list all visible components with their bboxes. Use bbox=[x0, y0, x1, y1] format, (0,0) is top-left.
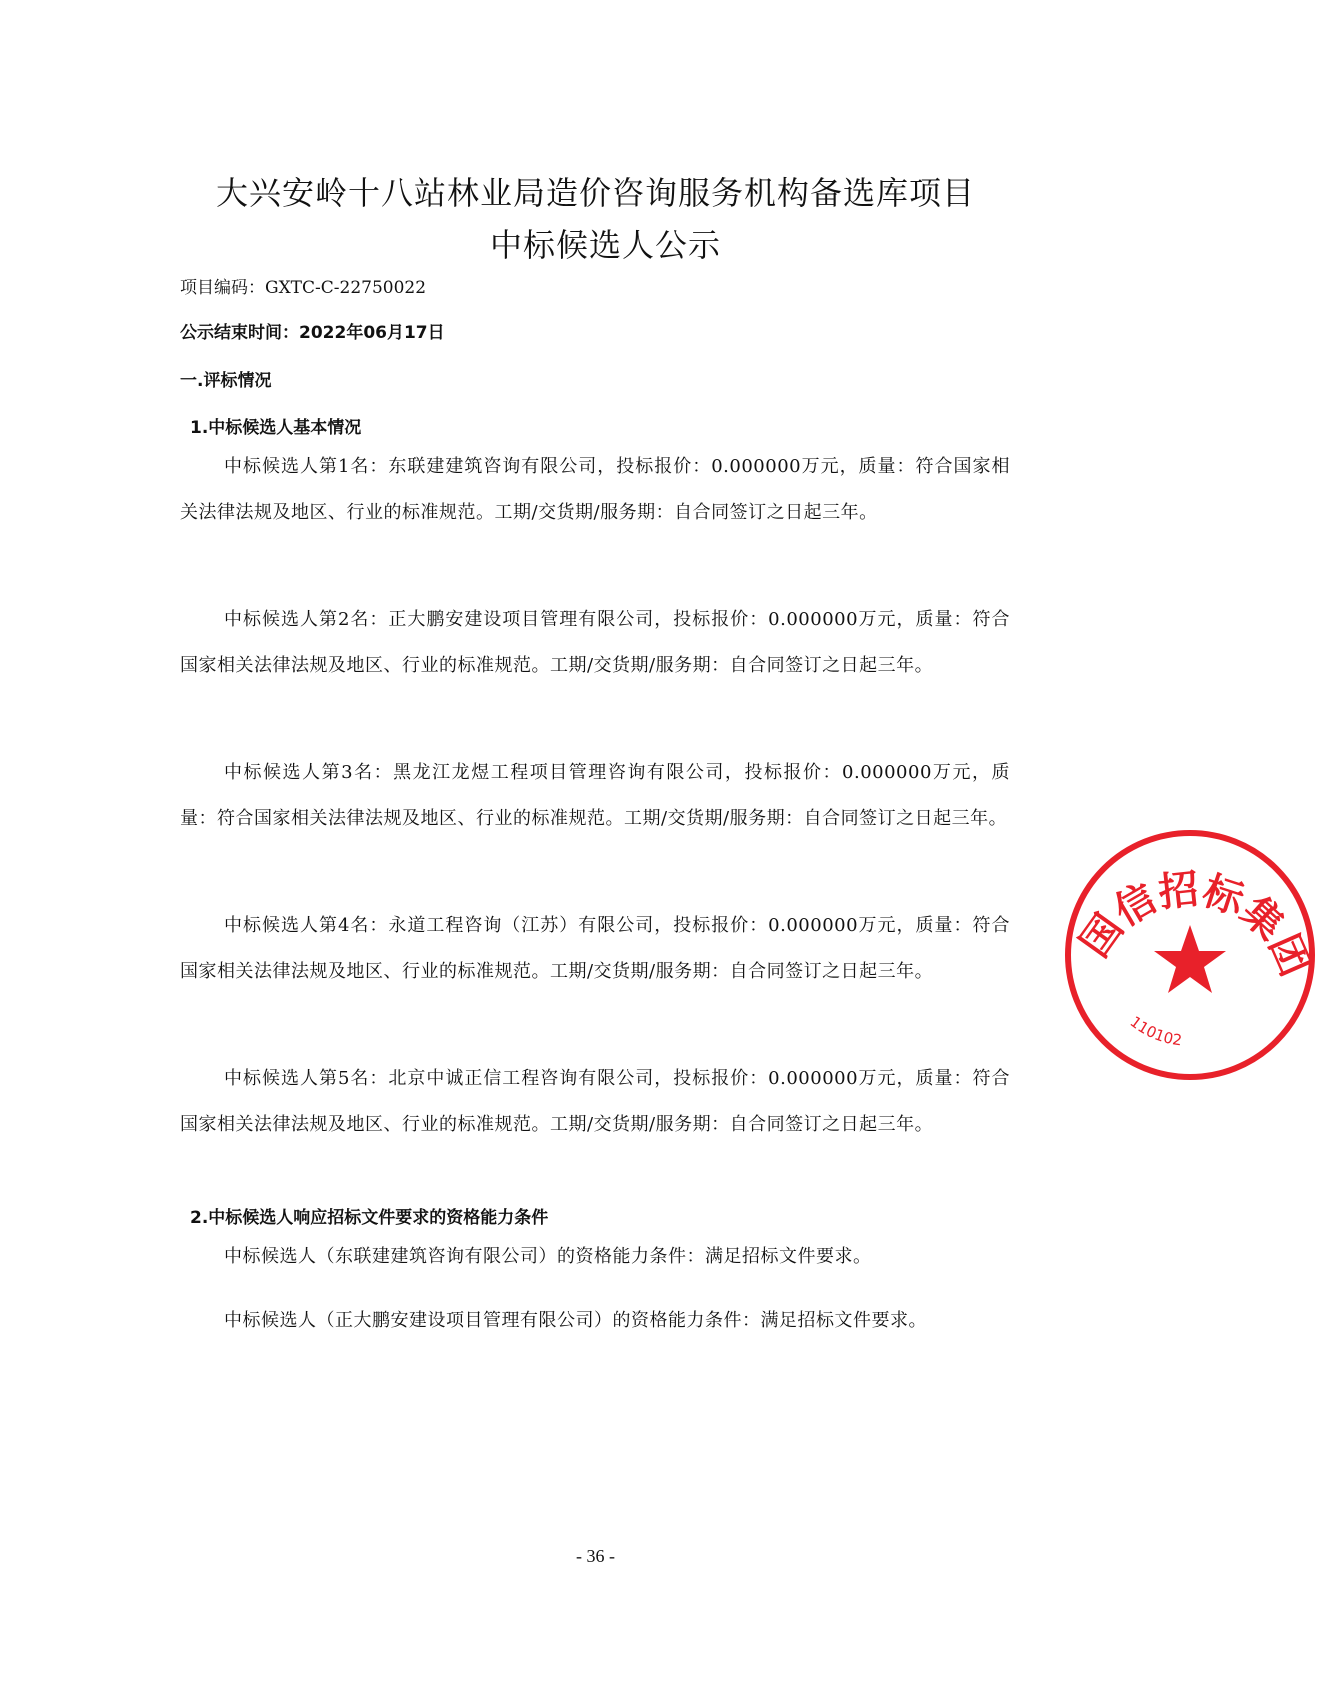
candidate-paragraph-1: 中标候选人第1名：东联建建筑咨询有限公司，投标报价：0.000000万元，质量：符合国家相关法律法规及地区、行业的标准规范。工期/交货期/服务期：自合同签订之日起三年。 bbox=[180, 456, 1010, 523]
project-code: 项目编码：GXTC-C-22750022 bbox=[180, 278, 427, 298]
section-heading-evaluation: 一.评标情况 bbox=[180, 371, 272, 391]
candidate-paragraph-4: 中标候选人第4名：永道工程咨询（江苏）有限公司，投标报价：0.000000万元，质量：符合国家相关法律法规及地区、行业的标准规范。工期/交货期/服务期：自合同签订之日起三年。 bbox=[180, 915, 1010, 982]
seal-number: 110102 bbox=[1126, 1012, 1184, 1050]
seal-star-icon bbox=[1154, 925, 1226, 993]
subheading-qualifications: 2.中标候选人响应招标文件要求的资格能力条件 bbox=[190, 1208, 549, 1228]
company-seal-stamp bbox=[1060, 825, 1320, 1085]
qualification-paragraph-1: 中标候选人（东联建建筑咨询有限公司）的资格能力条件：满足招标文件要求。 bbox=[224, 1246, 872, 1267]
svg-text:110102 bbox=[1127, 1013, 1184, 1050]
document-title-line1: 大兴安岭十八站林业局造价咨询服务机构备选库项目 bbox=[215, 174, 975, 212]
subheading-candidates: 1.中标候选人基本情况 bbox=[190, 418, 362, 438]
end-time: 公示结束时间：2022年06月17日 bbox=[180, 323, 445, 343]
document-title-line2: 中标候选人公示 bbox=[489, 226, 721, 264]
seal-text: 国信招标集团 bbox=[1070, 865, 1319, 983]
candidate-paragraph-2: 中标候选人第2名：正大鹏安建设项目管理有限公司，投标报价：0.000000万元，质量：符合国家相关法律法规及地区、行业的标准规范。工期/交货期/服务期：自合同签订之日起三年。 bbox=[180, 609, 1010, 676]
qualification-paragraph-2: 中标候选人（正大鹏安建设项目管理有限公司）的资格能力条件：满足招标文件要求。 bbox=[224, 1310, 927, 1331]
candidate-paragraph-5: 中标候选人第5名：北京中诚正信工程咨询有限公司，投标报价：0.000000万元，质量：符合国家相关法律法规及地区、行业的标准规范。工期/交货期/服务期：自合同签订之日起三年。 bbox=[180, 1068, 1010, 1135]
page-number: - 36 - bbox=[576, 1546, 615, 1566]
candidate-paragraph-3: 中标候选人第3名：黑龙江龙煜工程项目管理咨询有限公司，投标报价：0.000000万元，质量：符合国家相关法律法规及地区、行业的标准规范。工期/交货期/服务期：自合同签订之日起三年。 bbox=[180, 762, 1010, 829]
